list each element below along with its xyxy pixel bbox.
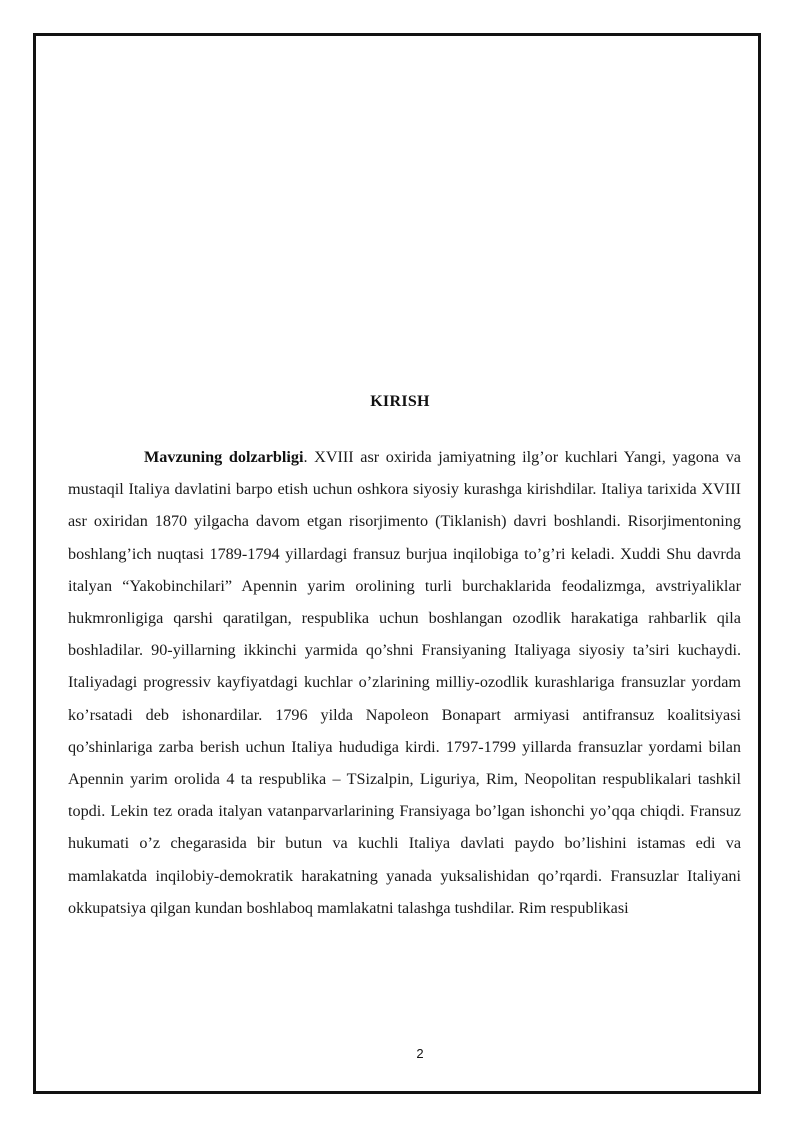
page-number: 2 <box>416 1046 424 1061</box>
paragraph-lead-punct: . <box>303 448 308 466</box>
paragraph-text: XVIII asr oxirida jamiyatning ilg’or kuchlari Yangi, yagona va mustaqil Italiya davlatini barpo etish uchun oshkora siyosiy kurashga kirishdilar. Italiya tarixida XVIII asr oxiridan 1870 yilgacha davom etgan risorjimento (Tiklanish) davri boshlandi. Risorjimentoning boshlang’ich nuqtasi 1789-1794 yillardagi fransuz burjua inqilobiga to’g’ri keladi. Xuddi Shu davrda italyan “Yakobinchilari” Apennin yarim orolining turli burchaklarida feodalizmga, avstriyaliklar hukmronligiga qarshi qaratilgan, respublika uchun boshlangan ozodlik harakatiga rahbarlik qila boshladilar. 90-yillarning ikkinchi yarmida qo’shni Fransiyaning Italiyaga siyosiy ta’siri kuchaydi. Italiyadagi progressiv kayfiyatdagi kuchlar o’zlarining milliy-ozodlik kurashlariga fransuzlar yordam ko’rsatadi deb ishonardilar. 1796 yilda Napoleon Bonapart armiyasi antifransuz koalitsiyasi qo’shinlariga zarba berish uchun Italiya hududiga kirdi. 1797-1799 yillarda fransuzlar yordami bilan Apennin yarim orolida 4 ta respublika – TSizalpin, Liguriya, Rim, Neopolitan respublikalari tashkil topdi. Lekin tez orada italyan vatanparvarlarining Fransiyaga bo’lgan ishonchi yo’qqa chiqdi. Fransuz hukumati o’z chegarasida bir butun va kuchli Italiya davlati paydo bo’lishini istamas edi va mamlakatda inqilobiy-demokratik harakatning yanada yuksalishidan qo’rqardi. Fransuzlar Italiyani okkupatsiya qilgan kundan boshlaboq mamlakatni talashga tushdilar. Rim respublikasi <box>68 448 741 917</box>
section-heading: KIRISH <box>370 393 430 410</box>
paragraph-lead: Mavzuning dolzarbligi <box>144 448 304 466</box>
body-paragraph <box>68 441 741 924</box>
